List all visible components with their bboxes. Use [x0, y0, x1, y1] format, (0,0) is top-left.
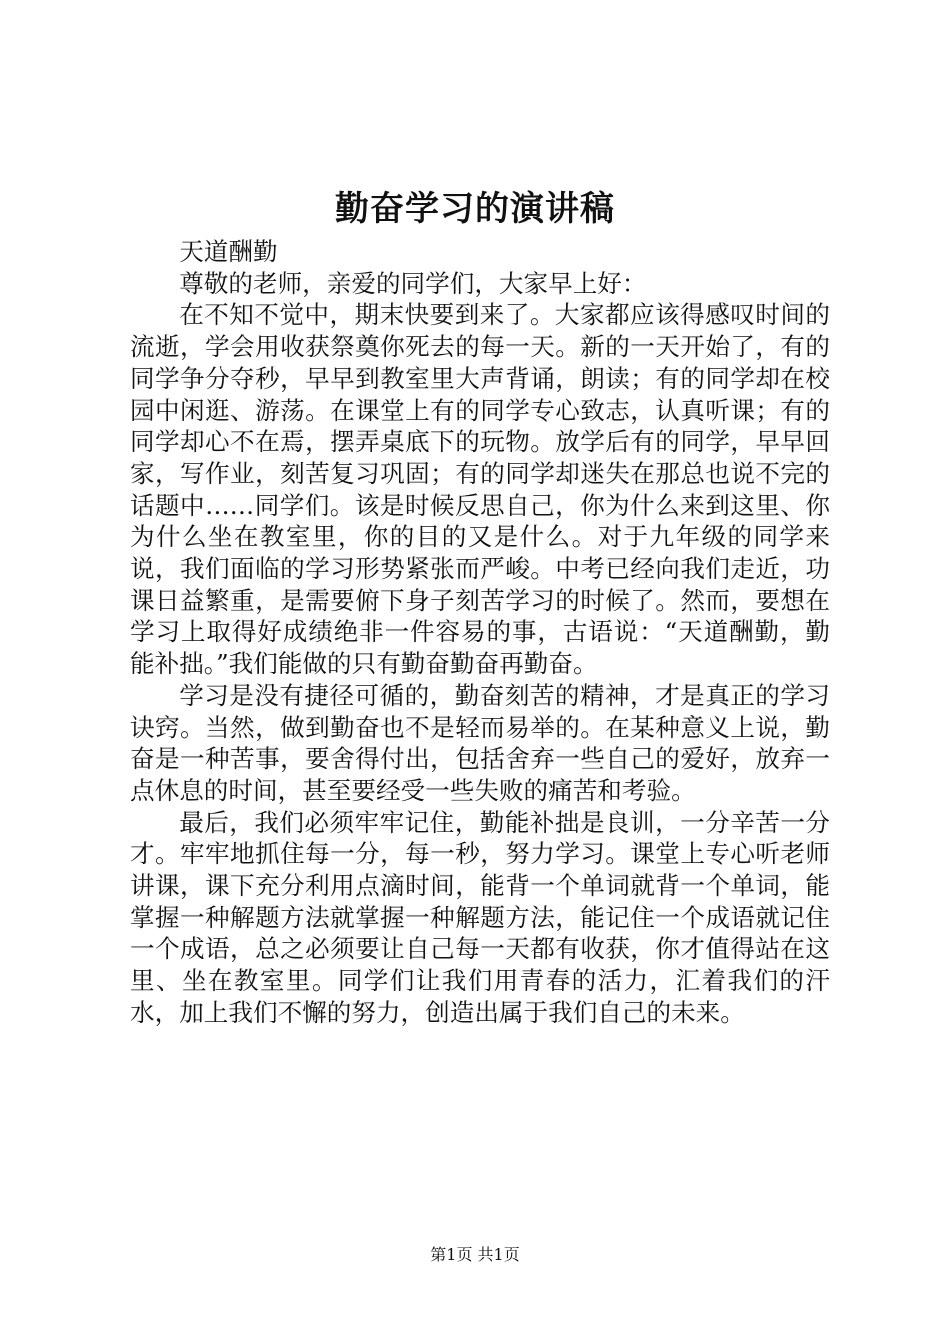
paragraph-greeting: 尊敬的老师，亲爱的同学们，大家早上好： [179, 268, 647, 298]
paragraph-body-1: 在不知不觉中，期末快要到来了。大家都应该得感叹时间的流逝，学会用收获祭奠你死去的每一天。新的一天开始了，有的同学争分夺秒，早早到教室里大声背诵，朗读；有的同学却在校园中闲逛、游荡。在课堂上有的同学专心致志，认真听课；有的同学却心不在焉，摆弄桌底下的玩物。放学后有的同学，早早回家，写作业，刻苦复习巩固；有的同学却迷失在那总也说不完的话题中……同学们。该是时候反思自己，你为什么来到这里、你为什么坐在教室里，你的目的又是什么。对于九年级的同学来说，我们面临的学习形势紧张而严峻。中考已经向我们走近，功课日益繁重，是需要俯下身子刻苦学习的时候了。然而，要想在学习上取得好成绩绝非一件容易的事，古语说：“天道酬勤，勤能补拙。”我们能做的只有勤奋勤奋再勤奋。 [130, 300, 830, 679]
document-body [130, 236, 830, 1029]
document-title: 勤奋学习的演讲稿 [335, 189, 615, 229]
paragraph-subtitle: 天道酬勤 [179, 237, 278, 266]
page-footer: 第1页 共1页 [430, 1245, 520, 1264]
paragraph-body-2: 学习是没有捷径可循的，勤奋刻苦的精神，才是真正的学习诀窍。当然，做到勤奋也不是轻而易举的。在某种意义上说，勤奋是一种苦事，要舍得付出，包括舍弃一些自己的爱好，放弃一点休息的时间，甚至要经受一些失败的痛苦和考验。 [130, 680, 830, 805]
paragraph-body-3: 最后，我们必须牢牢记住，勤能补拙是良训，一分辛苦一分才。牢牢地抓住每一分，每一秒，努力学习。课堂上专心听老师讲课，课下充分利用点滴时间，能背一个单词就背一个单词，能掌握一种解题方法就掌握一种解题方法，能记住一个成语就记住一个成语，总之必须要让自己每一天都有收获，你才值得站在这里、坐在教室里。同学们让我们用青春的活力，汇着我们的汗水，加上我们不懈的努力，创造出属于我们自己的未来。 [130, 807, 830, 1027]
